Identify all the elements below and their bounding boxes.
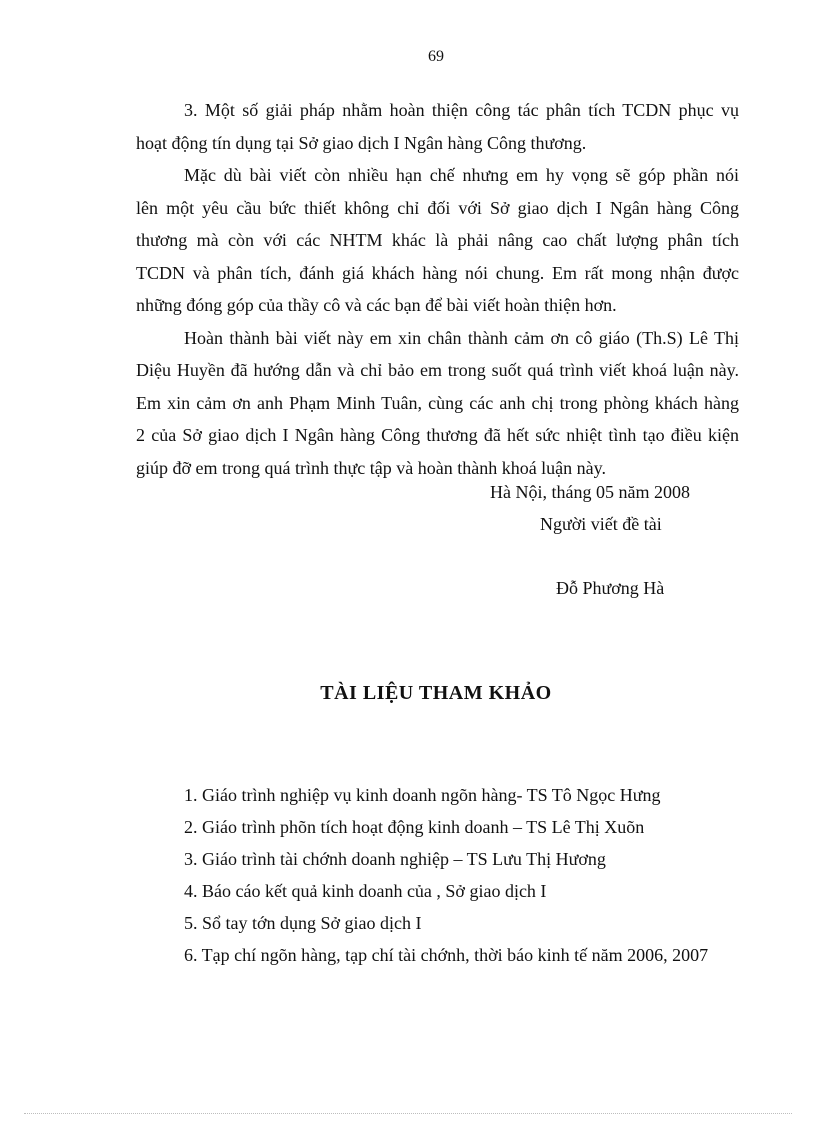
body-text: [136, 94, 739, 484]
signature-name: Đỗ Phương Hà: [556, 578, 665, 598]
text-line: những đóng góp của thầy cô và các bạn để bài viết hoàn thiện hơn.: [136, 295, 617, 315]
reference-item: 3. Giáo trình tài chớnh doanh nghiệp – TS Lưu Thị Hương: [184, 849, 606, 869]
paragraph: [136, 159, 739, 322]
page-number: 69: [428, 48, 444, 65]
signature-role: Người viết đề tài: [540, 514, 662, 534]
references-heading: TÀI LIỆU THAM KHẢO: [320, 682, 552, 704]
text-line: Mặc dù bài viết còn nhiều hạn chế nhưng em hy vọng sẽ góp phần nói: [184, 165, 739, 185]
reference-item: 1. Giáo trình nghiệp vụ kinh doanh ngõn hàng- TS Tô Ngọc Hưng: [184, 785, 661, 805]
reference-item: 6. Tạp chí ngõn hàng, tạp chí tài chớnh, thời báo kinh tế năm 2006, 2007: [184, 945, 709, 965]
reference-item: 2. Giáo trình phõn tích hoạt động kinh doanh – TS Lê Thị Xuõn: [184, 817, 645, 837]
text-line: TCDN và phân tích, đánh giá khách hàng nói chung. Em rất mong nhận được: [136, 262, 739, 283]
text-line: Diệu Huyền đã hướng dẫn và chỉ bảo em trong suốt quá trình viết khoá luận này.: [136, 360, 739, 380]
text-line: 3. Một số giải pháp nhằm hoàn thiện công tác phân tích TCDN phục vụ: [184, 100, 739, 120]
text-line: 2 của Sở giao dịch I Ngân hàng Công thương đã hết sức nhiệt tình tạo điều kiện: [136, 425, 739, 445]
references-list: [136, 779, 739, 971]
text-line: giúp đỡ em trong quá trình thực tập và hoàn thành khoá luận này.: [136, 457, 606, 478]
reference-item: 5. Sổ tay tớn dụng Sở giao dịch I: [184, 913, 422, 933]
text-line: Hoàn thành bài viết này em xin chân thành cảm ơn cô giáo (Th.S) Lê Thị: [184, 327, 739, 348]
paragraph: [136, 322, 739, 485]
text-line: Em xin cảm ơn anh Phạm Minh Tuân, cùng các anh chị trong phòng khách hàng: [136, 392, 739, 413]
signature-place-date: Hà Nội, tháng 05 năm 2008: [490, 482, 690, 502]
text-line: lên một yêu cầu bức thiết không chỉ đối với Sở giao dịch I Ngân hàng Công: [136, 197, 739, 218]
page-bottom-rule: [24, 1113, 792, 1114]
text-line: hoạt động tín dụng tại Sở giao dịch I Ngân hàng Công thương.: [136, 132, 587, 153]
reference-item: 4. Báo cáo kết quả kinh doanh của , Sở giao dịch I: [184, 881, 547, 901]
text-line: thương mà còn với các NHTM khác là phải nâng cao chất lượng phân tích: [136, 230, 739, 250]
paragraph: [136, 94, 739, 159]
